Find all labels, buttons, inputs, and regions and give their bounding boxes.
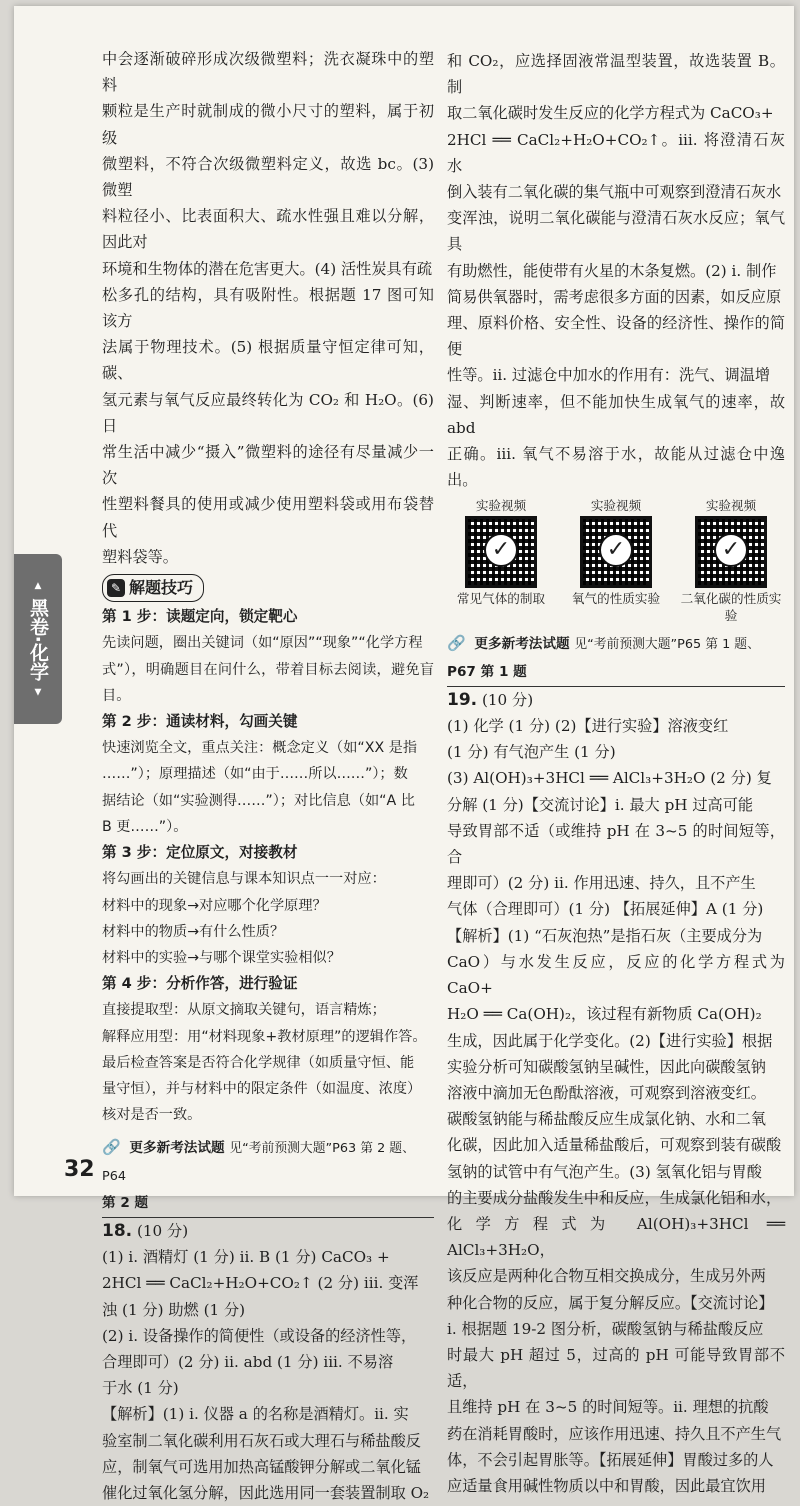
text-line: H₂O ══ Ca(OH)₂，该过程有新物质 Ca(OH)₂ <box>447 1005 762 1024</box>
link-icon: 🔗 <box>102 1138 121 1157</box>
text-line: 【解析】(1) “石灰泡热”是指石灰（主要成分为 <box>447 926 763 945</box>
answer-continuation <box>447 48 785 493</box>
text-line: 于水 (1 分) <box>102 1379 179 1398</box>
text-line: 据结论（如“实验测得……”）；对比信息（如“A 比 <box>102 792 415 809</box>
text-line: 量守恒），并与材料中的限定条件（如温度、浓度） <box>102 1080 422 1097</box>
question-19 <box>447 687 785 1499</box>
page-number: 32 <box>64 1157 95 1182</box>
text-line: ……”）；原理描述（如“由于……所以……”）；数 <box>102 766 408 783</box>
text-line: 材料中的实验→与哪个课堂实验相似？ <box>102 949 341 966</box>
text-line: 微塑料，不符合次级微塑料定义，故选 bc。(3) 微塑 <box>102 154 434 200</box>
text-line: 理即可）(2 分) ii. 作用迅速、持久，且不产生 <box>447 874 756 893</box>
text-line: 法属于物理技术。(5) 根据质量守恒定律可知，碳、 <box>102 338 434 383</box>
text-line: 塑料袋等。 <box>102 547 178 566</box>
text-line: 体，不会引起胃胀等。【拓展延伸】胃酸过多的人 <box>447 1450 774 1469</box>
text-line: 生成，因此属于化学变化。(2)【进行实验】根据 <box>447 1031 773 1050</box>
text-line: 常生活中减少“摄入”微塑料的途径有尽量减少一次 <box>102 443 434 488</box>
step-2 <box>102 709 434 840</box>
text-line: 正确。iii. 氧气不易溶于水，故能从过滤仓中逸出。 <box>447 445 785 490</box>
text-line: 和 CO₂，应选择固液常温型装置，故选装置 B。制 <box>447 52 785 97</box>
text-line: 时最大 pH 超过 5，过高的 pH 可能导致胃部不适， <box>447 1345 785 1391</box>
text-line: CaO）与水发生反应，反应的化学方程式为 CaO+ <box>447 952 785 998</box>
text-line: 2HCl ══ CaCl₂+H₂O+CO₂↑ (2 分) iii. 变浑 <box>102 1274 419 1293</box>
triangle-down-icon: ▼ <box>33 687 43 698</box>
triangle-up-icon: ▲ <box>33 580 43 591</box>
qr-top-label: 实验视频 <box>475 498 527 514</box>
text-line: 材料中的物质→有什么性质？ <box>102 923 285 940</box>
text-line: 湿、判断速率，但不能加快生成氧气的速率，故 abd <box>447 392 785 437</box>
right-column <box>447 48 785 1499</box>
more-heading: 更多新考法试题 <box>474 636 570 653</box>
side-tab <box>14 554 62 724</box>
question-18 <box>102 1218 434 1506</box>
text-line: 该反应是两种化合物互相交换成分，生成另外两 <box>447 1267 766 1286</box>
text-line: 气体（合理即可）(1 分) 【拓展延伸】A (1 分) <box>447 900 764 919</box>
text-line: 导致胃部不适（或维持 pH 在 3~5 的时间短等，合 <box>447 821 785 867</box>
qr-code-icon[interactable] <box>465 516 537 588</box>
question-number: 18. <box>102 1220 133 1241</box>
step-title: 第 3 步：定位原文，对接教材 <box>102 844 298 862</box>
text-line: 核对是否一致。 <box>102 1107 202 1124</box>
more-questions-box <box>102 1134 434 1218</box>
text-line: 最后检查答案是否符合化学规律（如质量守恒、能 <box>102 1054 415 1071</box>
text-line: 催化过氧化氢分解，因此选用同一套装置制取 O₂ <box>102 1483 430 1502</box>
link-icon: 🔗 <box>447 634 466 653</box>
text-line: 化碳，因此加入适量稀盐酸后，可观察到装有碳酸 <box>447 1136 782 1155</box>
qr-code-row <box>447 497 785 624</box>
text-line: i. 根据题 19-2 图分析，碳酸氢钠与稀盐酸反应 <box>447 1319 764 1338</box>
text-line: 将勾画出的关键信息与课本知识点一一对应： <box>102 871 386 888</box>
check-icon: ✓ <box>599 533 633 567</box>
text-line: 直接提取型：从原文摘取关键句，语言精炼； <box>102 1002 386 1019</box>
qr-top-label: 实验视频 <box>705 498 757 514</box>
text-line: 且维持 pH 在 3~5 的时间短等。ii. 理想的抗酸 <box>447 1398 769 1417</box>
tips-heading-label: 解题技巧 <box>129 578 194 598</box>
text-line: 分解 (1 分)【交流讨论】i. 最大 pH 过高可能 <box>447 795 754 814</box>
text-line: 应适量食用碱性物质以中和胃酸，因此最宜饮用 <box>447 1476 766 1495</box>
question-number: 19. <box>447 689 478 710</box>
step-title: 第 2 步：通读材料，勾画关键 <box>102 713 298 731</box>
text-line: 材料中的现象→对应哪个化学原理？ <box>102 897 327 914</box>
step-title: 第 1 步：读题定向，锁定靶心 <box>102 608 298 626</box>
text-line: 种化合物的反应，属于复分解反应。【交流讨论】 <box>447 1293 774 1312</box>
more-note: 见“考前预测大题”P63 第 2 题、P64 <box>102 1141 415 1184</box>
text-line: 浊 (1 分) 助燃 (1 分) <box>102 1300 246 1319</box>
document-page <box>14 6 794 1502</box>
side-tab-label: 黑卷·化学 <box>27 597 49 681</box>
text-line: 氢钠的试管中有气泡产生。(3) 氢氧化铝与胃酸 <box>447 1162 762 1181</box>
text-line: 合理即可）(2 分) ii. abd (1 分) iii. 不易溶 <box>102 1352 394 1371</box>
tips-heading <box>102 574 204 602</box>
qr-card[interactable] <box>447 497 555 624</box>
text-line: 药在消耗胃酸时，应该作用迅速、持久且不产生气 <box>447 1424 782 1443</box>
text-line: 有助燃性，能使带有火星的木条复燃。(2) i. 制作 <box>447 261 777 280</box>
step-3 <box>102 840 434 971</box>
text-line: 氢元素与氧气反应最终转化为 CO₂ 和 H₂O。(6) 日 <box>102 390 434 435</box>
text-line: 快速浏览全文，重点关注：概念定义（如“XX 是指 <box>102 740 418 757</box>
left-column <box>102 46 434 1506</box>
text-line: 式”），明确题目在问什么，带着目标去阅读，避免盲目。 <box>102 661 434 704</box>
qr-bottom-label: 氧气的性质实验 <box>571 591 661 607</box>
text-line: 中会逐渐破碎形成次级微塑料；洗衣凝珠中的塑料 <box>102 50 434 95</box>
more-note: 见“考前预测大题”P65 第 1 题、 <box>574 637 760 653</box>
text-line: 碳酸氢钠能与稀盐酸反应生成氯化钠、水和二氧 <box>447 1110 766 1129</box>
text-line: 松多孔的结构，具有吸附性。根据题 17 图可知该方 <box>102 285 434 331</box>
text-line: 验室制二氧化碳利用石灰石或大理石与稀盐酸反 <box>102 1431 421 1450</box>
text-line: 应，制氧气可选用加热高锰酸钾分解或二氧化锰 <box>102 1457 421 1476</box>
text-line: 的主要成分盐酸发生中和反应，生成氯化铝和水， <box>447 1188 782 1207</box>
qr-top-label: 实验视频 <box>590 498 642 514</box>
text-line: 倒入装有二氧化碳的集气瓶中可观察到澄清石灰水 <box>447 183 782 202</box>
text-line: 解释应用型：用“材料现象+教材原理”的逻辑作答。 <box>102 1028 427 1045</box>
text-line: 料粒径小、比表面积大、疏水性强且难以分解，因此对 <box>102 207 434 252</box>
qr-code-icon[interactable] <box>695 516 767 588</box>
step-1 <box>102 604 434 709</box>
text-line: 溶液中滴加无色酚酞溶液，可观察到溶液变红。 <box>447 1083 766 1102</box>
text-line: 简易供氧器时，需考虑很多方面的因素，如反应原 <box>447 287 782 306</box>
text-line: 环境和生物体的潜在危害更大。(4) 活性炭具有疏 <box>102 259 433 278</box>
intro-paragraph <box>102 46 434 570</box>
text-line: 化学方程式为 Al(OH)₃+3HCl ══ AlCl₃+3H₂O， <box>447 1214 785 1260</box>
step-4 <box>102 971 434 1128</box>
text-line: 理、原料价格、安全性、设备的经济性、操作的简便 <box>447 314 785 359</box>
qr-card[interactable] <box>562 497 670 624</box>
text-line: (3) Al(OH)₃+3HCl ══ AlCl₃+3H₂O (2 分) 复 <box>447 769 772 788</box>
text-line: 颗粒是生产时就制成的微小尺寸的塑料，属于初级 <box>102 102 434 147</box>
more-questions-box <box>447 630 785 686</box>
qr-bottom-label: 常见气体的制取 <box>456 591 546 607</box>
text-line: B 更……”）。 <box>102 818 188 835</box>
text-line: (1 分) 有气泡产生 (1 分) <box>447 743 616 762</box>
qr-bottom-label: 二氧化碳的性质实验 <box>680 591 782 624</box>
check-icon: ✓ <box>714 533 748 567</box>
text-line: 2HCl ══ CaCl₂+H₂O+CO₂↑。iii. 将澄清石灰水 <box>447 130 785 175</box>
text-line: 变浑浊，说明二氧化碳能与澄清石灰水反应；氧气具 <box>447 209 785 254</box>
text-line: (1) i. 酒精灯 (1 分) ii. B (1 分) CaCO₃ + <box>102 1248 390 1267</box>
step-title: 第 4 步：分析作答，进行验证 <box>102 975 298 993</box>
text-line: 性等。ii. 过滤仓中加水的作用有：洗气、调温增 <box>447 366 771 385</box>
more-note-continued: 第 2 题 <box>102 1194 149 1211</box>
qr-code-icon[interactable] <box>580 516 652 588</box>
text-line: 先读问题，圈出关键词（如“原因”“现象”“化学方程 <box>102 635 423 652</box>
more-note-continued: P67 第 1 题 <box>447 663 527 680</box>
qr-card[interactable] <box>677 497 785 624</box>
wrench-icon: ✎ <box>107 579 125 597</box>
text-line: 实验分析可知碳酸氢钠呈碱性，因此向碳酸氢钠 <box>447 1057 766 1076</box>
text-line: (10 分) <box>481 690 534 709</box>
more-heading: 更多新考法试题 <box>129 1140 225 1157</box>
check-icon: ✓ <box>484 533 518 567</box>
text-line: (2) i. 设备操作的简便性（或设备的经济性等， <box>102 1326 417 1345</box>
text-line: 【解析】(1) i. 仪器 a 的名称是酒精灯。ii. 实 <box>102 1405 409 1424</box>
text-line: (1) 化学 (1 分) (2)【进行实验】溶液变红 <box>447 717 729 736</box>
text-line: 取二氧化碳时发生反应的化学方程式为 CaCO₃+ <box>447 104 774 123</box>
text-line: (10 分) <box>136 1221 189 1240</box>
text-line: 性塑料餐具的使用或减少使用塑料袋或用布袋替代 <box>102 495 434 540</box>
